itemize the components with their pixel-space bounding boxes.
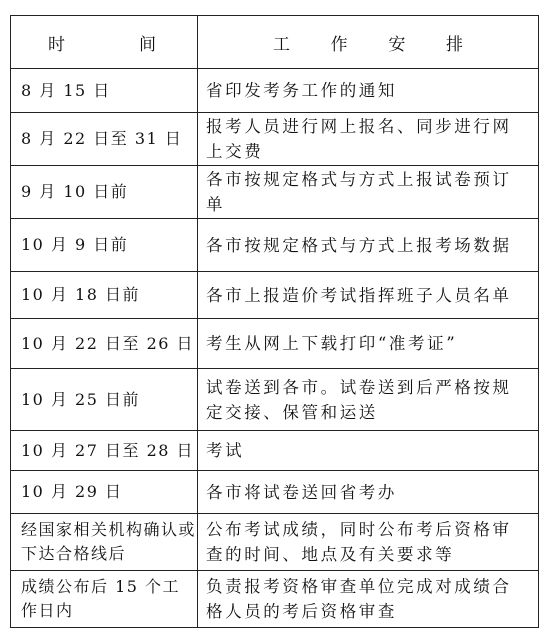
table-row [11,514,539,571]
table-row [11,69,539,113]
task-cell: 报考人员进行网上报名、同步进行网上交费 [198,113,539,166]
task-cell: 各市按规定格式与方式上报考场数据 [198,219,539,272]
header-time-char: 时 [48,34,69,55]
table-row [11,369,539,431]
table-row [11,272,539,319]
header-task [198,16,539,69]
task-cell: 公布考试成绩，同时公布考后资格审查的时间、地点及有关要求等 [198,514,539,571]
table-row [11,113,539,166]
table-row [11,471,539,514]
header-time [11,16,198,69]
task-cell: 考生从网上下载打印“准考证” [198,319,539,369]
header-task-char: 排 [445,34,463,55]
table-row [11,319,539,369]
task-cell: 省印发考务工作的通知 [198,69,539,113]
table-row [11,219,539,272]
header-task-char: 工 [273,34,290,55]
time-cell: 8 月 22 日至 31 日 [11,113,198,166]
header-task-char: 作 [330,34,348,55]
task-cell: 各市上报造价考试指挥班子人员名单 [198,272,539,319]
header-task-char: 安 [388,34,406,55]
time-cell: 10 月 22 日至 26 日 [11,319,198,369]
task-cell: 负责报考资格审查单位完成对成绩合格人员的考后资格审查 [198,571,539,628]
task-cell: 各市将试卷送回省考办 [198,471,539,514]
time-cell: 10 月 27 日至 28 日 [11,431,198,471]
time-cell: 10 月 18 日前 [11,272,198,319]
time-cell: 成绩公布后 15 个工作日内 [11,571,198,628]
schedule-table [10,15,539,628]
header-time-char: 间 [139,34,160,55]
time-cell: 经国家相关机构确认或下达合格线后 [11,514,198,571]
task-cell: 各市按规定格式与方式上报试卷预订单 [198,166,539,219]
table-row [11,166,539,219]
time-cell: 10 月 29 日 [11,471,198,514]
table-row [11,431,539,471]
time-cell: 9 月 10 日前 [11,166,198,219]
time-cell: 10 月 25 日前 [11,369,198,431]
table-row [11,571,539,628]
task-cell: 试卷送到各市。试卷送到后严格按规定交接、保管和运送 [198,369,539,431]
task-cell: 考试 [198,431,539,471]
time-cell: 10 月 9 日前 [11,219,198,272]
time-cell: 8 月 15 日 [11,69,198,113]
header-row [11,16,539,69]
